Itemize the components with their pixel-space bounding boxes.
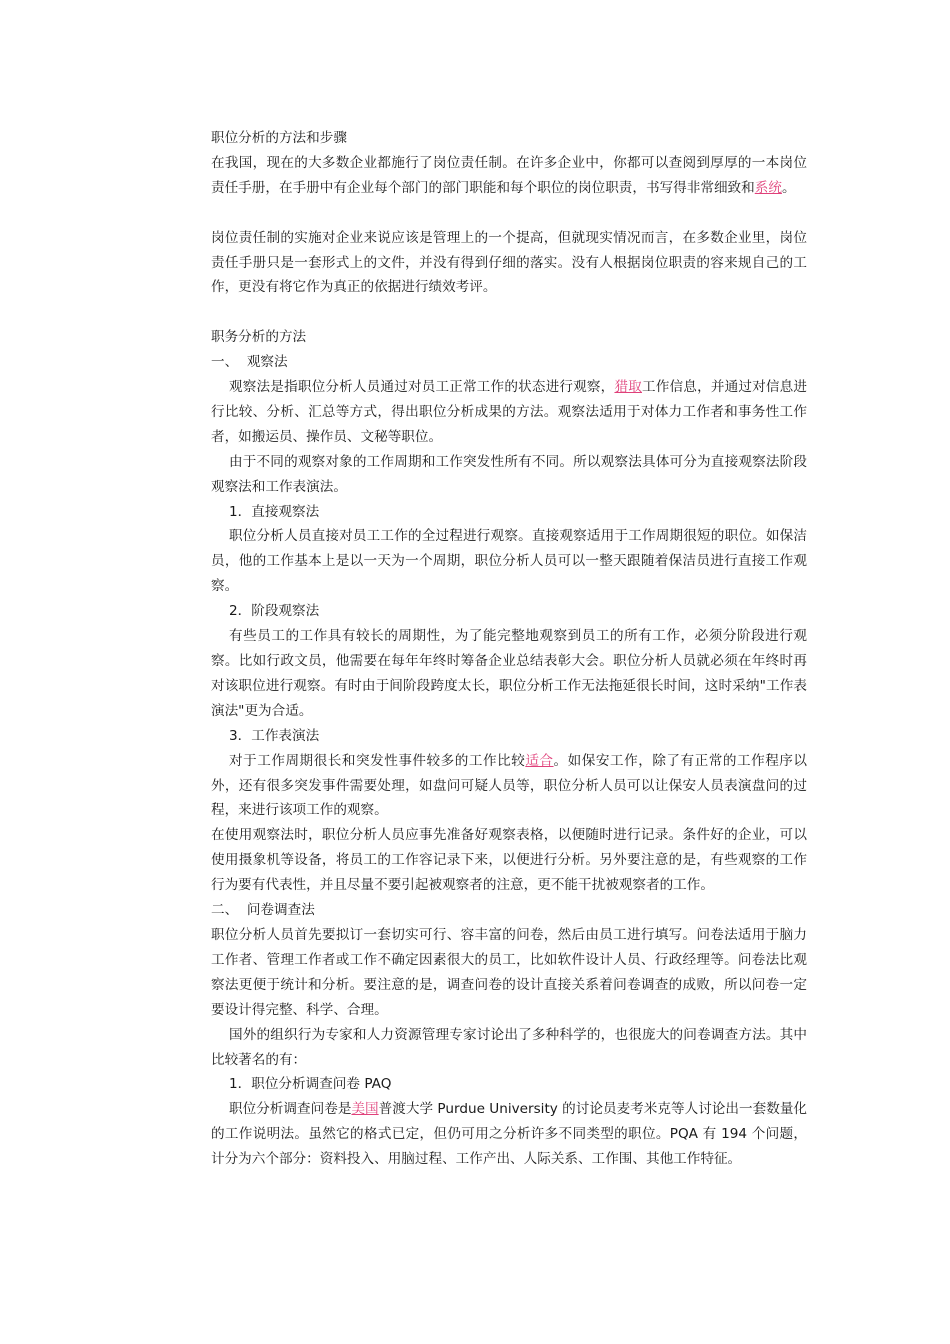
spacer: [211, 300, 807, 325]
survey-methods-paragraph: 国外的组织行为专家和人力资源管理专家讨论出了多种科学的，也很庞大的问卷调查方法。其中比较著名的有：: [211, 1026, 807, 1068]
performance-text: 对于工作周期很长和突发性事件较多的工作比较: [229, 752, 526, 769]
paq-text-end: 普渡大学 Purdue University 的讨论员麦考米克等人讨论出一套数量化的工作说明法。虽然它的格式已定，但仍可用之分析许多不同类型的职位。PQA 有 194 个问题，计分为六个部分：资料投入、用脑过程、工作产出、人际关系、工作围、其他工作特征。: [211, 1101, 808, 1168]
observation-paragraph: [211, 375, 807, 450]
responsibility-paragraph: 岗位责任制的实施对企业来说应该是管理上的一个提高，但就现实情况而言，在多数企业里，岗位责任手册只是一套形式上的文件，并没有得到仔细的落实。没有人根据岗位职责的容来规自己的工作，更没有将它作为真正的依据进行绩效考评。: [211, 229, 807, 296]
document-title: 职位分析的方法和步骤: [211, 130, 347, 146]
performance-paragraph: [211, 749, 807, 824]
link-usa[interactable]: 美国: [351, 1101, 379, 1118]
heading-observation: 一、 观察法: [211, 354, 288, 371]
observation-types-paragraph: 由于不同的观察对象的工作周期和工作突发性所有不同。所以观察法具体可分为直接观察法阶段观察法和工作表演法。: [211, 453, 807, 495]
link-suitable[interactable]: 适合: [525, 752, 554, 769]
observation-note-paragraph: 在使用观察法时，职位分析人员应事先准备好观察表格，以便随时进行记录。条件好的企业，可以使用摄象机等设备，将员工的工作容记录下来，以便进行分析。另外要注意的是，有些观察的工作行为要有代表性，并且尽量不要引起被观察者的注意，更不能干扰被观察者的工作。: [211, 827, 807, 894]
paq-paragraph: [211, 1097, 807, 1172]
document-body: [211, 126, 807, 1172]
section-heading-methods: 职务分析的方法: [211, 329, 307, 346]
direct-paragraph: 职位分析人员直接对员工工作的全过程进行观察。直接观察适用于工作周期很短的职位。如保洁员，他的工作基本上是以一天为一个周期，职位分析人员可以一整天跟随着保洁员进行直接工作观察。: [211, 528, 807, 595]
link-system[interactable]: 系统: [754, 179, 782, 196]
intro-text: 在我国，现在的大多数企业都施行了岗位责任制。在许多企业中，你都可以查阅到厚厚的一本岗位责任手册，在手册中有企业每个部门的部门职能和每个职位的岗位职责，书写得非常细致和: [211, 154, 807, 196]
intro-paragraph: [211, 151, 807, 201]
observation-text: 观察法是指职位分析人员通过对员工正常工作的状态进行观察，: [229, 379, 615, 396]
paq-text: 职位分析调查问卷是: [229, 1101, 352, 1118]
heading-survey: 二、 问卷调查法: [211, 902, 315, 919]
subheading-direct: 1．直接观察法: [229, 503, 320, 520]
survey-paragraph: 职位分析人员首先要拟订一套切实可行、容丰富的问卷，然后由员工进行填写。问卷法适用于脑力工作者、管理工作者或工作不确定因素很大的员工，比如软件设计人员、行政经理等。问卷法比观察法更便于统计和分析。要注意的是，调查问卷的设计直接关系着问卷调查的成败，所以问卷一定要设计得完整、科学、合理。: [211, 926, 807, 1018]
performance-text-end: 。如保安工作，除了有正常的工作程序以外，还有很多突发事件需要处理，如盘问可疑人员等，职位分析人员可以让保安人员表演盘问的过程，来进行该项工作的观察。: [211, 752, 808, 819]
stage-paragraph: 有些员工的工作具有较长的周期性，为了能完整地观察到员工的所有工作，必须分阶段进行观察。比如行政文员，他需要在每年年终时筹备企业总结表彰大会。职位分析人员就必须在年终时再对该职位进行观察。有时由于间阶段跨度太长，职位分析工作无法拖延很长时间，这时采纳"工作表演法"更为合适。: [211, 628, 807, 719]
subheading-paq: 1．职位分析调查问卷 PAQ: [229, 1076, 392, 1093]
observation-text-end: 工作信息，并通过对信息进行比较、分析、汇总等方式，得出职位分析成果的方法。观察法适用于对体力工作者和事务性工作者，如搬运员、操作员、文秘等职位。: [211, 379, 808, 445]
spacer: [211, 201, 807, 226]
subheading-performance: 3．工作表演法: [229, 727, 320, 744]
link-acquire[interactable]: 猎取: [614, 379, 642, 396]
intro-text-end: 。: [781, 179, 796, 196]
subheading-stage: 2．阶段观察法: [229, 603, 320, 620]
